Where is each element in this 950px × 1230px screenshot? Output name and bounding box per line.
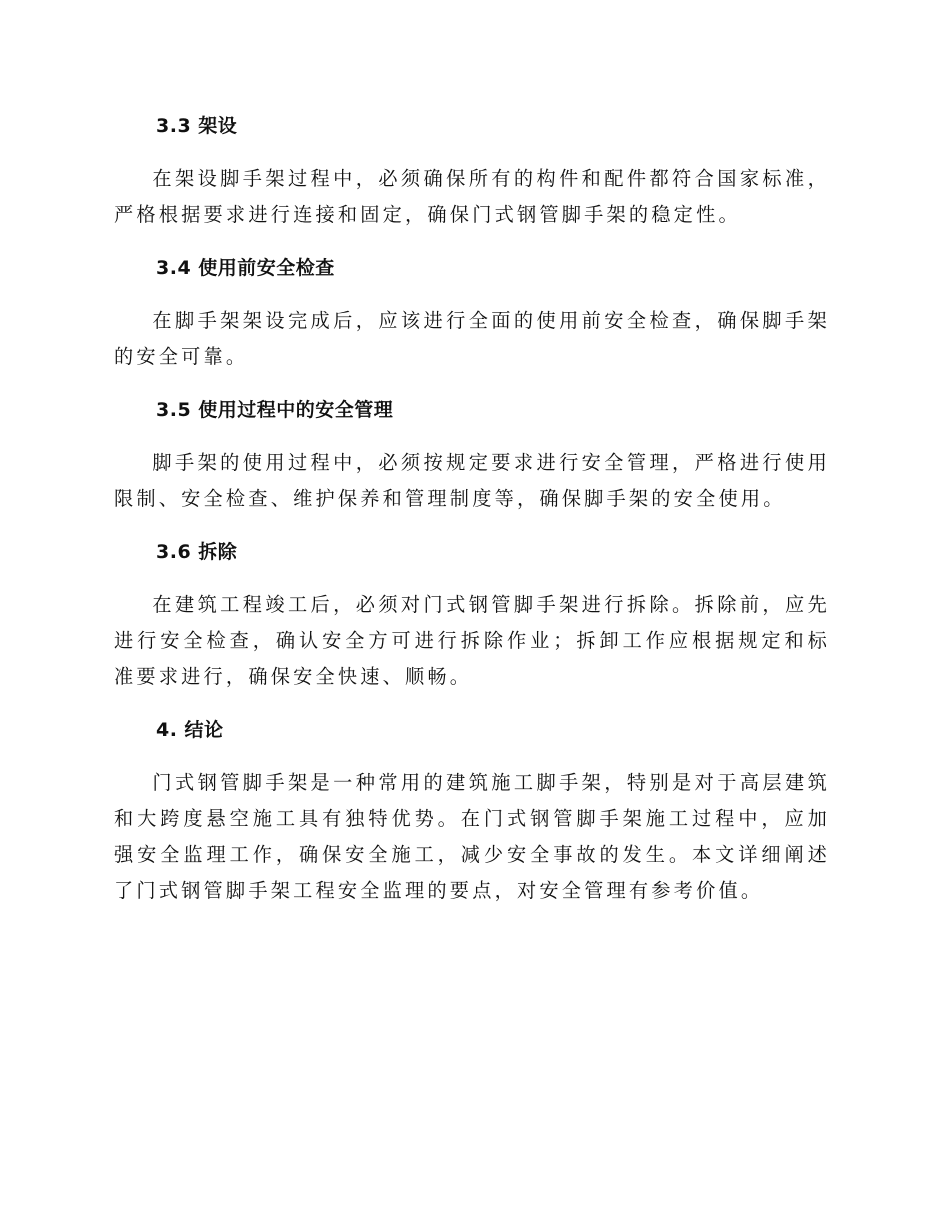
section-paragraph: 在脚手架架设完成后，应该进行全面的使用前安全检查，确保脚手架的安全可靠。 (114, 309, 830, 368)
section-3-4 (114, 250, 830, 375)
section-heading: 3.6 拆除 (156, 541, 238, 563)
section-heading: 3.4 使用前安全检查 (156, 257, 335, 279)
section-heading: 3.5 使用过程中的安全管理 (156, 399, 394, 421)
section-3-3 (114, 108, 830, 233)
section-3-6 (114, 534, 830, 695)
section-heading: 4. 结论 (156, 719, 224, 741)
section-paragraph: 脚手架的使用过程中，必须按规定要求进行安全管理，严格进行使用限制、安全检查、维护保养和管理制度等，确保脚手架的安全使用。 (114, 451, 830, 510)
section-paragraph: 在建筑工程竣工后，必须对门式钢管脚手架进行拆除。拆除前，应先进行安全检查，确认安全方可进行拆除作业；拆卸工作应根据规定和标准要求进行，确保安全快速、顺畅。 (114, 593, 830, 688)
document-body (114, 108, 830, 909)
section-paragraph: 在架设脚手架过程中，必须确保所有的构件和配件都符合国家标准，严格根据要求进行连接和固定，确保门式钢管脚手架的稳定性。 (114, 167, 830, 226)
section-3-5 (114, 392, 830, 517)
section-heading: 3.3 架设 (156, 115, 238, 137)
section-4-conclusion (114, 712, 830, 909)
section-paragraph: 门式钢管脚手架是一种常用的建筑施工脚手架，特别是对于高层建筑和大跨度悬空施工具有独特优势。在门式钢管脚手架施工过程中，应加强安全监理工作，确保安全施工，减少安全事故的发生。本文详细阐述了门式钢管脚手架工程安全监理的要点，对安全管理有参考价值。 (114, 771, 830, 902)
